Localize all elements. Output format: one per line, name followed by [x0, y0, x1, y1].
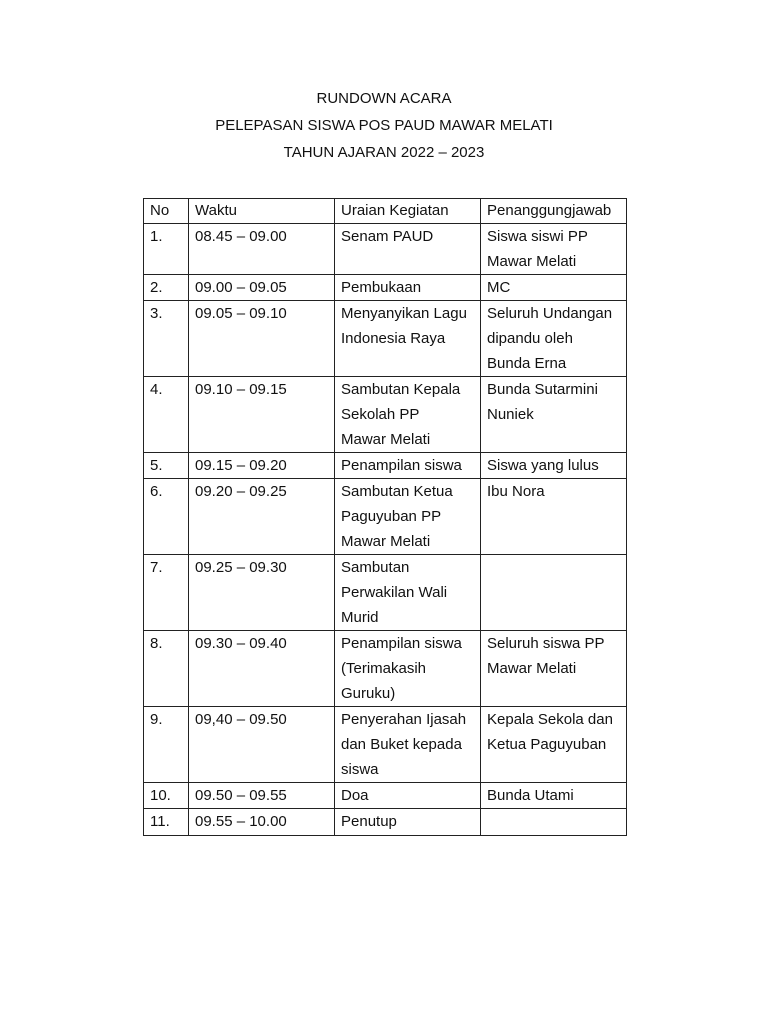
cell-no: 7.: [144, 555, 189, 631]
cell-waktu: 09.05 – 09.10: [189, 301, 335, 377]
cell-uraian: Penampilan siswa: [335, 453, 481, 479]
cell-waktu: 09.25 – 09.30: [189, 555, 335, 631]
table-row: [144, 301, 627, 377]
cell-penanggungjawab: Seluruh Undangan dipandu oleh Bunda Erna: [481, 301, 627, 377]
cell-waktu: 09.30 – 09.40: [189, 631, 335, 707]
rundown-table: [143, 198, 627, 836]
header-penanggungjawab: Penanggungjawab: [481, 199, 627, 224]
table-header-row: [144, 199, 627, 224]
cell-uraian: Pembukaan: [335, 275, 481, 301]
cell-no: 1.: [144, 224, 189, 275]
cell-penanggungjawab: Siswa yang lulus: [481, 453, 627, 479]
cell-no: 4.: [144, 377, 189, 453]
cell-no: 3.: [144, 301, 189, 377]
cell-no: 11.: [144, 809, 189, 836]
cell-penanggungjawab: Bunda Utami: [481, 783, 627, 809]
cell-no: 6.: [144, 479, 189, 555]
table-row: [144, 453, 627, 479]
table-row: [144, 809, 627, 836]
cell-penanggungjawab: [481, 809, 627, 836]
cell-waktu: 09,40 – 09.50: [189, 707, 335, 783]
cell-uraian: Penyerahan Ijasah dan Buket kepada siswa: [335, 707, 481, 783]
table-row: [144, 555, 627, 631]
cell-uraian: Sambutan Perwakilan Wali Murid: [335, 555, 481, 631]
table-row: [144, 479, 627, 555]
cell-uraian: Sambutan Kepala Sekolah PP Mawar Melati: [335, 377, 481, 453]
cell-waktu: 09.10 – 09.15: [189, 377, 335, 453]
cell-waktu: 09.15 – 09.20: [189, 453, 335, 479]
table-row: [144, 783, 627, 809]
cell-penanggungjawab: Siswa siswi PP Mawar Melati: [481, 224, 627, 275]
cell-penanggungjawab: Bunda Sutarmini Nuniek: [481, 377, 627, 453]
cell-uraian: Senam PAUD: [335, 224, 481, 275]
cell-no: 5.: [144, 453, 189, 479]
cell-waktu: 09.00 – 09.05: [189, 275, 335, 301]
cell-uraian: Penampilan siswa (Terimakasih Guruku): [335, 631, 481, 707]
cell-no: 8.: [144, 631, 189, 707]
cell-penanggungjawab: Ibu Nora: [481, 479, 627, 555]
cell-no: 10.: [144, 783, 189, 809]
title-line-1: RUNDOWN ACARA: [316, 90, 452, 107]
header-uraian: Uraian Kegiatan: [335, 199, 481, 224]
header-waktu: Waktu: [189, 199, 335, 224]
cell-uraian: Doa: [335, 783, 481, 809]
cell-waktu: 09.55 – 10.00: [189, 809, 335, 836]
cell-penanggungjawab: Kepala Sekola dan Ketua Paguyuban: [481, 707, 627, 783]
cell-penanggungjawab: Seluruh siswa PP Mawar Melati: [481, 631, 627, 707]
table-row: [144, 377, 627, 453]
document-title: [0, 85, 768, 166]
table-row: [144, 707, 627, 783]
table-row: [144, 224, 627, 275]
header-no: No: [144, 199, 189, 224]
cell-waktu: 08.45 – 09.00: [189, 224, 335, 275]
cell-penanggungjawab: MC: [481, 275, 627, 301]
title-line-3: TAHUN AJARAN 2022 – 2023: [283, 144, 485, 161]
table-row: [144, 275, 627, 301]
cell-waktu: 09.50 – 09.55: [189, 783, 335, 809]
table-row: [144, 631, 627, 707]
cell-no: 9.: [144, 707, 189, 783]
cell-uraian: Sambutan Ketua Paguyuban PP Mawar Melati: [335, 479, 481, 555]
cell-waktu: 09.20 – 09.25: [189, 479, 335, 555]
cell-no: 2.: [144, 275, 189, 301]
cell-uraian: Penutup: [335, 809, 481, 836]
cell-uraian: Menyanyikan Lagu Indonesia Raya: [335, 301, 481, 377]
cell-penanggungjawab: [481, 555, 627, 631]
title-line-2: PELEPASAN SISWA POS PAUD MAWAR MELATI: [215, 117, 553, 134]
